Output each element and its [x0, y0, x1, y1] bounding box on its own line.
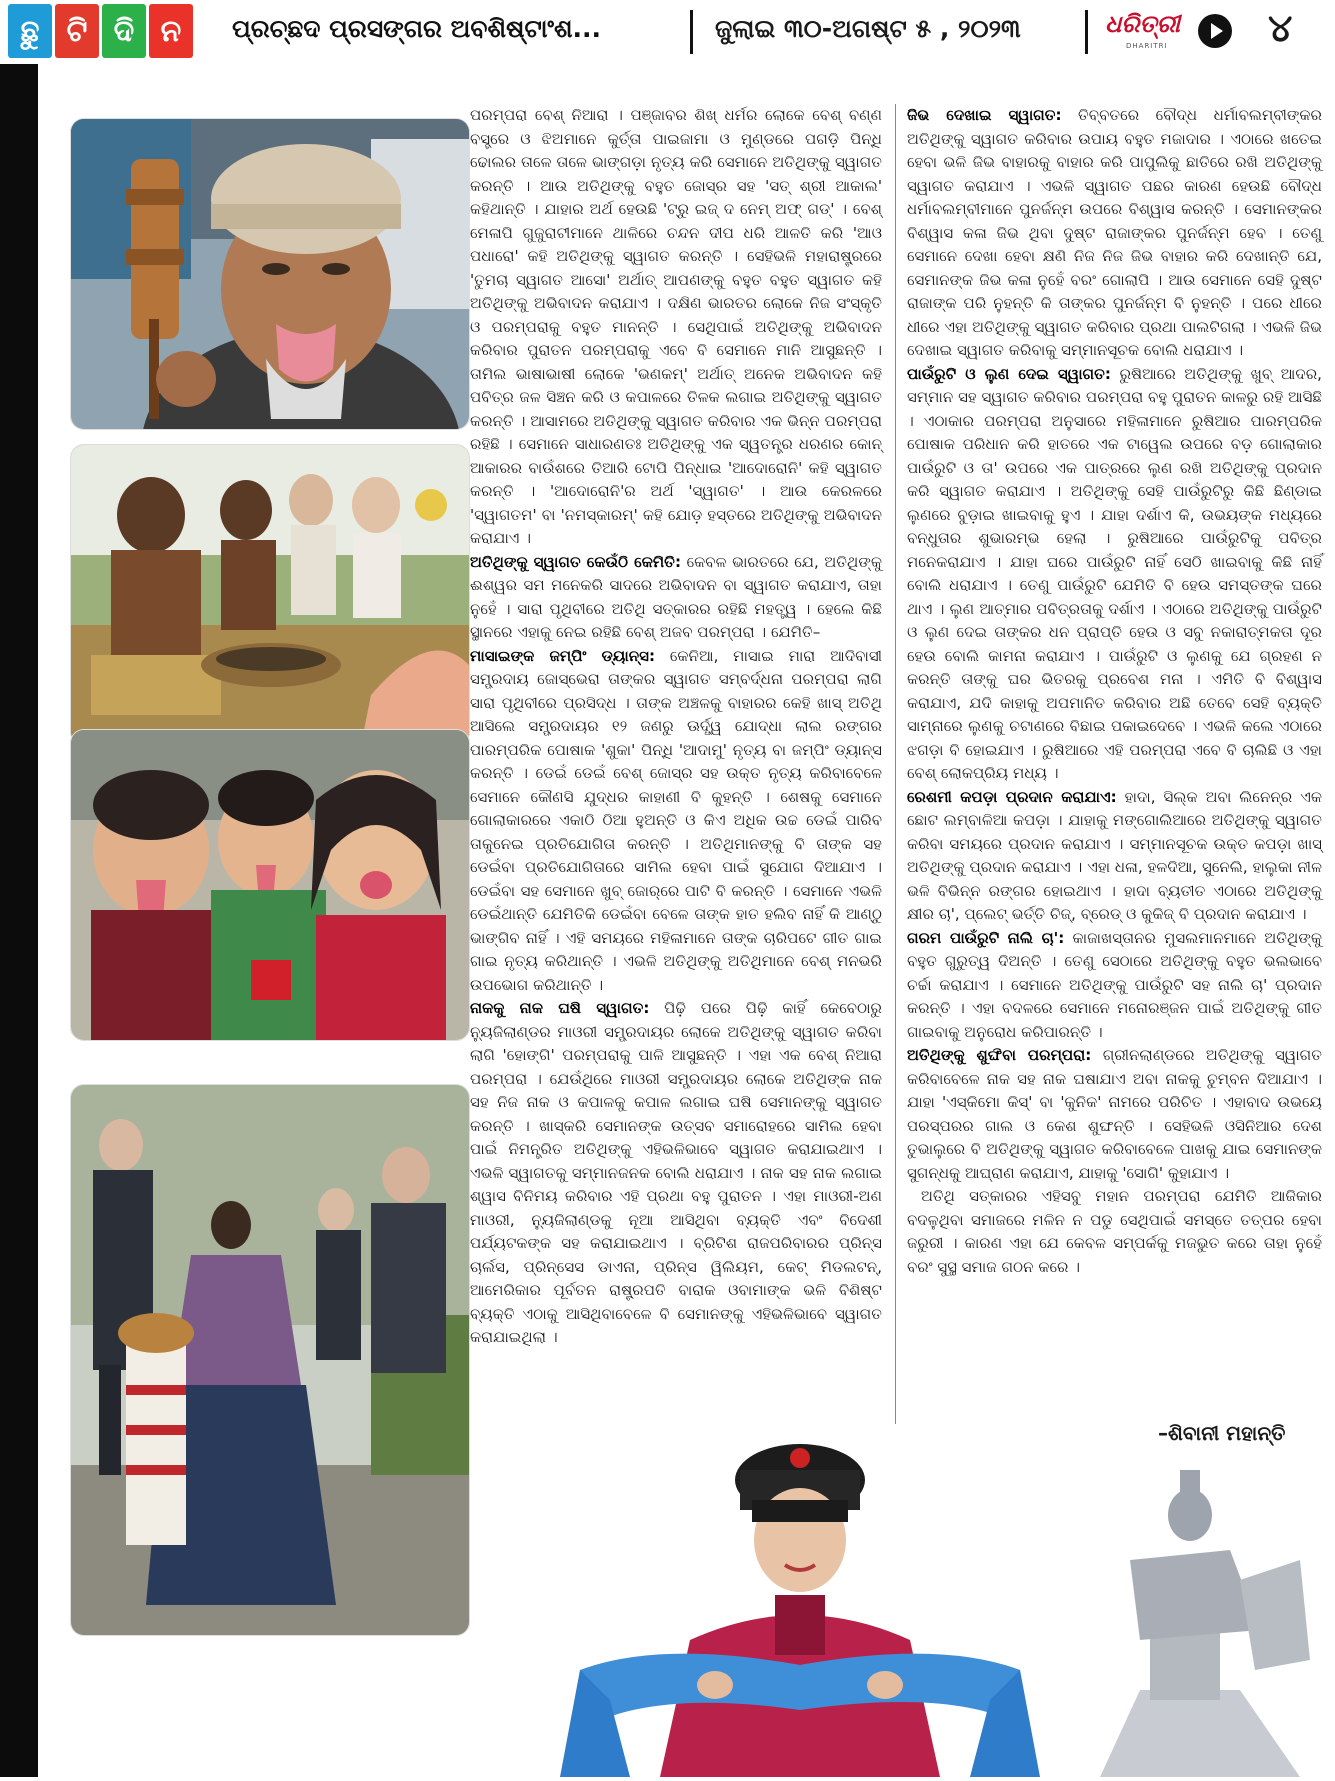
article-paragraph: [470, 997, 882, 1350]
paragraph-text: ପରମ୍ପରା ବେଶ୍ ନିଆରା । ପଞ୍ଜାବର ଶିଖ୍ ଧର୍ମର ଲୋକେ ବେଶ୍ ବଣ୍ଣ ବସ୍ତ୍ରେ ଓ ଝିଅମାନେ କୁର୍ତ୍ତା ପାଇଜାମା ଓ ମୁଣ୍ଡରେ ପଗଡ଼ି ପିନ୍ଧି ଢୋଲର ତାଳେ ତାଳେ ଭାଙ୍ଗଡ଼ା ନୃତ୍ୟ କରି ସେମାନେ ଅତିଥିଙ୍କୁ ସ୍ୱାଗତ କରନ୍ତି । ଆଉ ଅତିଥିଙ୍କୁ ବହୁତ ଜୋସ୍‌ର ସହ 'ସତ୍ ଶ୍ରୀ ଆକାଲ' କହିଥାନ୍ତି । ଯାହାର ଅର୍ଥ ହେଉଛି 'ଟ୍ରୁ ଇଜ୍ ଦ ନେମ୍ ଅଫ୍ ଗଡ୍' । ବେଶ୍ ମେଳାପି ଗୁଜୁରାଟୀମାନେ ଥାଳିରେ ଚନ୍ଦନ ଦୀପ ଧରି ଆଳତି କରି 'ଆଓ ପଧାରୋ' କହି ଅତିଥିଙ୍କୁ ସ୍ୱାଗତ କରନ୍ତି । ସେହିଭଳି ମହାରାଷ୍ଟ୍ରରେ 'ତୁମଚା ସ୍ୱାଗତ ଆସୋ' ଅର୍ଥାତ୍ ଆପଣଙ୍କୁ ବହୁତ ବହୁତ ସ୍ୱାଗତ କହି ଅତିଥିଙ୍କୁ ଅଭିବାଦନ କରାଯାଏ । ଦକ୍ଷିଣ ଭାରତର ଲୋକେ ନିଜ ସଂସ୍କୃତି ଓ ପରମ୍ପରାକୁ ବହୁତ ମାନନ୍ତି । ସେଥିପାଇଁ ଅତିଥିଙ୍କୁ ଅଭିବାଦନ କରିବାର ପୁରାତନ ପରମ୍ପରାକୁ ଏବେ ବି ସେମାନେ ମାନି ଆସୁଛନ୍ତି । ତାମିଲ ଭାଷାଭାଷୀ ଲୋକେ 'ଭଣକମ୍' ଅର୍ଥାତ୍ ଅନେକ ଅଭିବାଦନ କହି ପବିତ୍ର ଜଳ ସିଞ୍ଚନ କରି ଓ କପାଳରେ ତିଳକ ଲଗାଇ ଅତିଥିଙ୍କୁ ସ୍ୱାଗତ କରନ୍ତି । ଆସାମରେ ଅତିଥିଙ୍କୁ ସ୍ୱାଗତ କରିବାର ଏକ ଭିନ୍ନ ପରମ୍ପରା ରହିଛି । ସେମାନେ ସାଧାରଣତଃ ଅତିଥିଙ୍କୁ ଏକ ସ୍ୱତନ୍ତ୍ର ଧରଣର କୋନ୍ ଆକାରର ବାଉଁଶରେ ତିଆରି ଟୋପି ପିନ୍ଧାଇ 'ଆଦୋରୋନି' କହି ସ୍ୱାଗତ କରନ୍ତି । 'ଆଦୋରୋନି'ର ଅର୍ଥ 'ସ୍ୱାଗତ' । ଆଉ କେରଳରେ 'ସ୍ୱାଗତମ' ବା 'ନମସ୍କାରମ୍' କହି ଯୋଡ଼ ହସ୍ତରେ ଅତିଥିଙ୍କୁ ଅଭିବାଦନ କରାଯାଏ ।: [470, 106, 882, 547]
author-signature: –ଶିବାନୀ ମହାନ୍ତି: [1158, 1421, 1286, 1445]
photo-russian-bread-salt: [70, 1084, 470, 1636]
photo-tibetan-man-tongue: [70, 118, 470, 430]
header-divider: [690, 10, 693, 54]
article-paragraph: [470, 551, 882, 645]
subheading: ଅତିଥିଙ୍କୁ ଶୁଙ୍ଘିବା ପରମ୍ପରା:: [907, 1046, 1092, 1064]
column-divider: [895, 104, 896, 1424]
paragraph-text: କାଜାଖସ୍ତାନର ମୁସଲମାନମାନେ ଅତିଥିଙ୍କୁ ବହୁତ ଗୁରୁତ୍ୱ ଦିଅନ୍ତି । ତେଣୁ ସେଠାରେ ଅତିଥିଙ୍କୁ ବହୁତ ଭଲଭାବେ ଚର୍ଚ୍ଚା କରାଯାଏ । ସେମାନେ ଅତିଥିଙ୍କୁ ପାଉଁରୁଟି ସହ ନାଲି ଚା' ପ୍ରଦାନ କରନ୍ତି । ଏହା ବଦଳରେ ସେମାନେ ମନୋରଞ୍ଜନ ପାଇଁ ଅତିଥିଙ୍କୁ ଗୀତ ଗାଇବାକୁ ଅନୁରୋଧ କରିପାରନ୍ତି ।: [907, 928, 1322, 1041]
article-paragraph: [907, 786, 1322, 927]
article-column-right: [907, 104, 1322, 1279]
left-decorative-band: [0, 64, 38, 1777]
subheading: ମାସାଇଙ୍କ ଜମ୍ପିଂ ଡ୍ୟାନ୍ସ:: [470, 646, 656, 665]
subheading: ଜିଭ ଦେଖାଇ ସ୍ୱାଗତ:: [907, 106, 1062, 124]
article-paragraph: [907, 104, 1322, 363]
paragraph-text: ହାଦା, ସିଲ୍କ ଅବା ଲିନେନ୍‌ର ଏକ ଛୋଟ ଲମ୍ବାଳିଆ କପଡ଼ା । ଯାହାକୁ ମଙ୍ଗୋଲିଆରେ ଅତିଥିଙ୍କୁ ସ୍ୱାଗତ କରିବା ସମୟରେ ପ୍ରଦାନ କରାଯାଏ । ସମ୍ମାନସୂଚକ ଉକ୍ତ କପଡ଼ା ଖାସ୍ ଅତିଥିଙ୍କୁ ପ୍ରଦାନ କରାଯାଏ । ଏହା ଧଳା, ହଳଦିଆ, ସୁନେଲି, ହାଲୁକା ନୀଳ ଭଳି ବିଭିନ୍ନ ରଙ୍ଗର ହୋଇଥାଏ । ହାଦା ବ୍ୟତୀତ ଏଠାରେ ଅତିଥିଙ୍କୁ କ୍ଷୀର ଚା', ପ୍ଲେଟ୍ ଭର୍ତ୍ତି ଚିଜ୍, ବ୍ରେଡ୍ ଓ କୁକିଜ୍ ବି ପ୍ରଦାନ କରାଯାଏ ।: [907, 787, 1322, 923]
paragraph-text: ପିଢ଼ି ପରେ ପିଢ଼ି କାହିଁ କେବେଠାରୁ ନ୍ୟୁଜିଲାଣ୍ଡର ମାଓରୀ ସମ୍ପ୍ରଦାୟର ଲୋକେ ଅତିଥିଙ୍କୁ ସ୍ୱାଗତ କରିବା ଲାଗି 'ହୋଙ୍ଗି' ପରମ୍ପରାକୁ ପାଳି ଆସୁଛନ୍ତି । ଏହା ଏକ ବେଶ୍ ନିଆରା ପରମ୍ପରା । ଯେଉଁଥିରେ ମାଓରୀ ସମ୍ପ୍ରଦାୟର ଲୋକେ ଅତିଥିଙ୍କ ନାକ ସହ ନିଜ ନାକ ଓ କପାଳକୁ କପାଳ ଲଗାଇ ଘଷି ସେମାନଙ୍କୁ ସ୍ୱାଗତ କରନ୍ତି । ଖାସ୍‌କରି ସେମାନଙ୍କ ଉତ୍ସବ ସମାରୋହରେ ସାମିଲ ହେବା ପାଇଁ ନିମନ୍ତ୍ରିତ ଅତିଥିଙ୍କୁ ଏହିଭଳିଭାବେ ସ୍ୱାଗତ କରାଯାଇଥାଏ । ଏଭଳି ସ୍ୱାଗତକୁ ସମ୍ମାନଜନକ ବୋଲି ଧରାଯାଏ । ନାକ ସହ ନାକ ଲଗାଇ ଶ୍ୱାସ ବିନିମୟ କରିବାର ଏହି ପ୍ରଥା ବହୁ ପୁରାତନ । ଏହା ମାଓରୀ-ଅଣ ମାଓରୀ, ନ୍ୟୁଜିଲାଣ୍ଡକୁ ନୂଆ ଆସିଥିବା ବ୍ୟକ୍ତି ଏବଂ ବିଦେଶୀ ପର୍ଯ୍ୟଟକଙ୍କ ସହ କରାଯାଇଥାଏ । ବ୍ରିଟିଶ ରାଜପରିବାରର ପ୍ରିନ୍ସ ଚାର୍ଲସ, ପ୍ରିନ୍ସେସ ଡାଏନା, ପ୍ରିନ୍ସ ୱିଲିୟମ, କେଟ୍ ମିଡଲଟନ୍, ଆମେରିକାର ପୂର୍ବତନ ରାଷ୍ଟ୍ରପତି ବାରାକ ଓବାମାଙ୍କ ଭଳି ବିଶିଷ୍ଟ ବ୍ୟକ୍ତି ଏଠାକୁ ଆସିଥିବାବେଳେ ବି ସେମାନଙ୍କୁ ଏହିଭଳିଭାବେ ସ୍ୱାଗତ କରାଯାଇଥିଲା ।: [470, 999, 882, 1346]
paragraph-text: କେନିଆ, ମାସାଇ ମାରା ଆଦିବାସୀ ସମ୍ପ୍ରଦାୟ ଜୋସ୍‌ଭେରା ତାଙ୍କର ସ୍ୱାଗତ ସମ୍ବର୍ଦ୍ଧନା ପରମ୍ପରା ଲାଗି ସାରା ପୃଥିବୀରେ ପ୍ରସିଦ୍ଧ । ତାଙ୍କ ଅଞ୍ଚଳକୁ ବାହାରର କେହି ଖାସ୍ ଅତିଥି ଆସିଲେ ସମ୍ପ୍ରଦାୟର ୧୨ ଜଣରୁ ଊର୍ଦ୍ଧ୍ୱ ଯୋଦ୍ଧା ଲାଲ ରଙ୍ଗର ପାରମ୍ପରିକ ପୋଷାକ 'ଶୁକା' ପିନ୍ଧି 'ଆଦାମୁ' ନୃତ୍ୟ ବା ଜମ୍ପିଂ ଡ୍ୟାନ୍ସ କରନ୍ତି । ଡେଇଁ ଡେଇଁ ବେଶ୍ ଜୋସ୍‌ର ସହ ଉକ୍ତ ନୃତ୍ୟ କରିବାବେଳେ ସେମାନେ କୌଣସି ଯୁଦ୍ଧର କାହାଣୀ ବି କୁହନ୍ତି । ଶେଷକୁ ସେମାନେ ଗୋଲାକାରରେ ଏକାଠି ଠିଆ ହୁଅନ୍ତି ଓ କିଏ ଅଧିକ ଉଚ୍ଚ ଡେଇଁ ପାରିବ ତାକୁନେଇ ପ୍ରତିଯୋଗିତା କରନ୍ତି । ଅତିଥିମାନଙ୍କୁ ବି ତାଙ୍କ ସହ ଡେଇଁବା ପ୍ରତିଯୋଗିତାରେ ସାମିଲ ହେବା ପାଇଁ ସୁଯୋଗ ଦିଆଯାଏ । ଡେଇଁବା ସହ ସେମାନେ ଖୁବ୍ ଜୋର୍‌ରେ ପାଟି ବି କରନ୍ତି । ସେମାନେ ଏଭଳି ଡେଇଁଥାନ୍ତି ଯେମିତିକି ଡେଇଁବା ବେଳେ ତାଙ୍କ ହାତ ହଲିବ ନାହିଁ କି ଆଣ୍ଠୁ ଭାଙ୍ଗିବ ନାହିଁ । ଏହି ସମୟରେ ମହିଳାମାନେ ତାଙ୍କ ଚାରିପଟେ ଗୀତ ଗାଇ ଗାଇ ନୃତ୍ୟ କରିଥାନ୍ତି । ଏଭଳି ଅତିଥିଙ୍କୁ ଅତିଥିମାନେ ବେଶ୍ ମନଭରି ଉପଭୋଗ କରିଥାନ୍ତି ।: [470, 646, 882, 994]
article-paragraph: [470, 645, 882, 998]
header-title: ପ୍ରଚ୍ଛଦ ପ୍ରସଙ୍ଗର ଅବଶିଷ୍ଟାଂଶ...: [232, 14, 602, 43]
newspaper-logo-sub: DHARITRI: [1126, 42, 1168, 50]
newspaper-logo: ଧରିତ୍ରୀ: [1105, 10, 1180, 38]
photo-mongolian-hadag-welcome: [540, 1440, 1335, 1777]
masthead-letter: ଛୁ: [8, 4, 52, 58]
play-icon: [1198, 14, 1232, 48]
masthead-letter: ଦି: [102, 4, 146, 58]
paragraph-text: ଗ୍ରୀନଲାଣ୍ଡରେ ଅତିଥିଙ୍କୁ ସ୍ୱାଗତ କରିବାବେଳେ ନାକ ସହ ନାକ ଘଷାଯାଏ ଅବା ନାକକୁ ଚୁମ୍ବନ ଦିଆଯାଏ । ଯାହା 'ଏସ୍କିମୋ କିସ୍' ବା 'କୁନିକ' ନାମରେ ପରିଚିତ । ଏହାବାଦ ଉଭୟେ ପରସ୍ପରର ଗାଲ ଓ କେଶ ଶୁଙ୍ଘନ୍ତି । ସେହିଭଳି ଓସିନିଆର ଦେଶ ତୁଭାଲୁରେ ବି ଅତିଥିଙ୍କୁ ସ୍ୱାଗତ କରିବାବେଳେ ପାଖକୁ ଯାଇ ସେମାନଙ୍କ ସୁଗନ୍ଧକୁ ଆଘ୍ରାଣ କରାଯାଏ, ଯାହାକୁ 'ସୋଗି' କୁହାଯାଏ ।: [907, 1046, 1322, 1182]
subheading: ପାଉଁରୁଟି ଓ ଲୁଣ ଦେଇ ସ୍ୱାଗତ:: [907, 364, 1111, 383]
paragraph-text: ଅତିଥି ସତ୍କାରର ଏହିସବୁ ମହାନ ପରମ୍ପରା ଯେମିତି ଆଜିକାର ବଦଳୁଥିବା ସମାଜରେ ମଳିନ ନ ପଡୁ ସେଥିପାଇଁ ସମସ୍ତେ ତତ୍ପର ହେବା ଜରୁରୀ । କାରଣ ଏହା ଯେ କେବଳ ସମ୍ପର୍କକୁ ମଜଭୁତ କରେ ତାହା ନୁହେଁ ବରଂ ସୁସ୍ଥ ସମାଜ ଗଠନ କରେ ।: [907, 1187, 1322, 1276]
page-number: ୪: [1268, 6, 1293, 50]
paragraph-text: କେବଳ ଭାରତରେ ଯେ, ଅତିଥିଙ୍କୁ ଈଶ୍ୱର ସମ ମନେକରି ସାଦରେ ଅଭିବାଦନ ବା ସ୍ୱାଗତ କରାଯାଏ, ତାହା ନୁହେଁ । ସାରା ପୃଥିବୀରେ ଅତିଥି ସତ୍କାରର ରହିଛି ମହତ୍ତ୍ୱ । ହେଲେ କିଛି ସ୍ଥାନରେ ଏହାକୁ ନେଇ ରହିଛି ବେଶ୍ ଅଜବ ପରମ୍ପରା । ଯେମିତି–: [470, 552, 882, 641]
article-paragraph: [907, 927, 1322, 1045]
subheading: ଗରମ ପାଉଁରୁଟି ନାଲି ଚା':: [907, 928, 1065, 947]
page-header: [0, 0, 1335, 64]
section-masthead: [8, 4, 196, 58]
paragraph-text: ରୁଷିଆରେ ଅତିଥିଙ୍କୁ ଖୁବ୍ ଆଦର, ସମ୍ମାନ ସହ ସ୍ୱାଗତ କରିବାର ପରମ୍ପରା ବହୁ ପୁରାତନ କାଳରୁ ରହି ଆସିଛି । ଏଠାକାର ପରମ୍ପରା ଅନୁସାରେ ମହିଳାମାନେ ରୁଷିଆର ପାରମ୍ପରିକ ପୋଷାକ ପରିଧାନ କରି ହାତରେ ଏକ ଟାୱେଲ ଉପରେ ବଡ଼ ଗୋଲାକାର ପାଉଁରୁଟି ଓ ତା' ଉପରେ ଏକ ପାତ୍ରରେ ଲୁଣ ରଖି ଅତିଥିଙ୍କୁ ପ୍ରଦାନ କରି ସ୍ୱାଗତ କରାଯାଏ । ଅତିଥିଙ୍କୁ ସେହି ପାଉଁରୁଟିରୁ କିଛି ଛିଣ୍ଡାଇ ଲୁଣରେ ବୁଡ଼ାଇ ଖାଇବାକୁ ହୁଏ । ଯାହା ଦର୍ଶାଏ କି, ଉଭୟଙ୍କ ମଧ୍ୟରେ ବନ୍ଧୁତାର ଶୁଭାରମ୍ଭ ହେଲା । ରୁଷିଆରେ ପାଉଁରୁଟିକୁ ପବିତ୍ର ମନେକରାଯାଏ । ଯାହା ଘରେ ପାଉଁରୁଟି ନାହିଁ ସେଠି ଖାଇବାକୁ କିଛି ନାହିଁ ବୋଲି ଧରାଯାଏ । ତେଣୁ ପାଉଁରୁଟି ଯେମିତି ବି ହେଉ ସମସ୍ତଙ୍କ ଘରେ ଥାଏ । ଲୁଣ ଆତ୍ମାର ପବିତ୍ରତାକୁ ଦର୍ଶାଏ । ଏଠାରେ ଅତିଥିଙ୍କୁ ପାଉଁରୁଟି ଓ ଲୁଣ ଦେଇ ତାଙ୍କର ଧନ ପ୍ରାପ୍ତି ହେଉ ଓ ସବୁ ନକାରାତ୍ମକତା ଦୂର ହେଉ ବୋଲି କାମନା କରାଯାଏ । ପାଉଁରୁଟି ଓ ଲୁଣକୁ ଯେ ଗ୍ରହଣ ନ କରନ୍ତି ତାଙ୍କୁ ଘର ଭିତରକୁ ପ୍ରବେଶ ମନା । ଏମିତି ବି ବିଶ୍ୱାସ କରାଯାଏ, ଯଦି କାହାକୁ ଅପମାନିତ କରିବାର ଅଛି ତେବେ ସେହି ବ୍ୟକ୍ତି ସାମ୍ନାରେ ଲୁଣକୁ ଚଟାଣରେ ବିଛାଇ ପକାଇଦେବେ । ଏଭଳି କଲେ ଏଠାରେ ଝଗଡ଼ା ବି ହୋଇଯାଏ । ରୁଷିଆରେ ଏହି ପରମ୍ପରା ଏବେ ବି ଚାଲିଛି ଓ ଏହା ବେଶ୍ ଲୋକପ୍ରିୟ ମଧ୍ୟ ।: [907, 364, 1322, 782]
article-paragraph: [907, 1044, 1322, 1185]
photo-column: [38, 64, 470, 1777]
article-paragraph: [470, 104, 882, 551]
article-paragraph: [907, 1185, 1322, 1279]
subheading: ରେଶମୀ କପଡ଼ା ପ୍ରଦାନ କରାଯାଏ:: [907, 787, 1117, 806]
article-column-middle: [470, 104, 882, 1350]
header-date: ଜୁଲାଇ ୩୦-ଅଗଷ୍ଟ ୫ , ୨୦୨୩: [715, 14, 1021, 43]
subheading: ଅତିଥିଙ୍କୁ ସ୍ୱାଗତ କେଉଁଠି କେମିତି:: [470, 552, 681, 571]
article-paragraph: [907, 363, 1322, 786]
subheading: ନାକକୁ ନାକ ଘଷି ସ୍ୱାଗତ:: [470, 999, 650, 1017]
masthead-letter: ଟି: [55, 4, 99, 58]
photo-fiji-welcome-ceremony: [70, 444, 470, 746]
header-divider: [1085, 10, 1088, 54]
photo-children-tongue: [70, 729, 470, 1041]
masthead-letter: ନ: [149, 4, 193, 58]
paragraph-text: ତିବ୍ବତରେ ବୌଦ୍ଧ ଧର୍ମାବଲମ୍ବୀଙ୍କର ଅତିଥିଙ୍କୁ ସ୍ୱାଗତ କରିବାର ଉପାୟ ବହୁତ ମଜାଦାର । ଏଠାରେ ଖତେଇ ହେବା ଭଳି ଜିଭ ବାହାରକୁ ବାହାର କରି ପାପୁଲିକୁ ଛାତିରେ ରଖି ଅତିଥିଙ୍କୁ ସ୍ୱାଗତ କରାଯାଏ । ଏଭଳି ସ୍ୱାଗତ ପଛର କାରଣ ହେଉଛି ବୌଦ୍ଧ ଧର୍ମାବଲମ୍ବୀମାନେ ପୁନର୍ଜନ୍ମ ଉପରେ ବିଶ୍ୱାସ କରନ୍ତି । ସେମାନଙ୍କର ବିଶ୍ୱାସ କଳା ଜିଭ ଥିବା ଦୁଷ୍ଟ ରାଜାଙ୍କର ପୁନର୍ଜନ୍ମ ହେବ । ତେଣୁ ସେମାନେ ଦେଖା ହେବା କ୍ଷଣି ନିଜ ନିଜ ଜିଭ ବାହାର କରି ଦେଖାନ୍ତି ଯେ, ସେମାନଙ୍କ ଜିଭ କଳା ନୁହେଁ ବରଂ ଗୋଲାପି । ଆଉ ସେମାନେ ସେହି ଦୁଷ୍ଟ ରାଜାଙ୍କ ପରି ନୁହନ୍ତି କି ତାଙ୍କର ପୁନର୍ଜନ୍ମ ବି ନୁହନ୍ତି । ପରେ ଧୀରେ ଧୀରେ ଏହା ଅତିଥିଙ୍କୁ ସ୍ୱାଗତ କରିବାର ପ୍ରଥା ପାଲଟିଗଲା । ଏଭଳି ଜିଭ ଦେଖାଇ ସ୍ୱାଗତ କରିବାକୁ ସମ୍ମାନସୂଚକ ବୋଲି ଧରାଯାଏ ।: [907, 106, 1322, 359]
